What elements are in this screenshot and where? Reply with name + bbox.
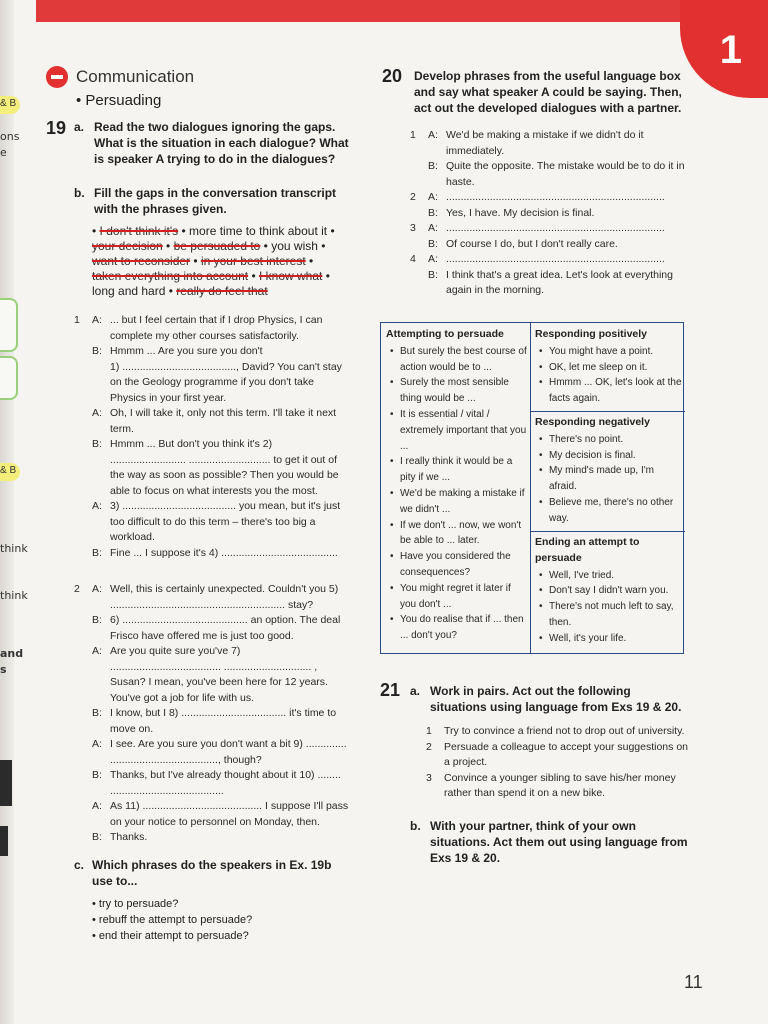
positive-phrase: • You might have a point. [535,344,683,360]
dialogue-line [74,313,350,344]
page-number: 11 [684,972,703,992]
situation-text: Persuade a colleague to accept your suggestions on a project. [444,740,688,768]
speaker: A: [428,129,438,141]
list-item-text: try to persuade? [98,898,179,910]
line-text: Hmmm ... But don't you think it's 2) .......................... ............................ to get it out of the way as soon as possible? Then you would be able to focus on what interests you the most. [110,438,339,497]
speaker: B: [92,546,102,559]
unit-number: 1 [719,28,742,72]
dialogue-line [74,737,350,768]
ex21-situations [426,724,688,802]
bullet: • [92,898,99,910]
line-number [74,499,92,546]
negative-phrase: • Believe me, there's no other way. [535,495,683,527]
useful-language-box [380,322,684,654]
dialogue-line [410,159,690,190]
attempting-phrase: • I really think it would be a pity if we ... [386,454,528,486]
line-number [410,237,428,253]
dialogue-line [410,128,690,159]
exercise-19-number: 19 [46,118,67,138]
dialogue-line [410,206,690,222]
negative-phrase: • There's no point. [535,432,683,448]
line-text: Of course I do, but I don't really care. [446,237,618,250]
attempting-phrase: • But surely the best course of action would be to ... [386,344,528,376]
line-number: 1 [74,314,80,326]
list-item [92,928,352,944]
phrase-bullet: • [317,239,326,253]
phrase-bullet: • [305,254,314,268]
positive-phrase: • Hmmm ... OK, let's look at the facts again. [535,375,683,407]
dialogue-1 [74,313,350,561]
situation-number: 2 [426,740,432,753]
list-item-text: end their attempt to persuade? [98,930,249,942]
line-number [74,360,92,407]
phrase: more time to think about it [189,224,328,238]
phrase-bullet: • [322,269,330,283]
attempting-phrase: • You do realise that if ... then ... don't you? [386,612,528,644]
ending-column [535,535,683,647]
line-number [74,768,92,799]
line-text: I see. Are you sure you don't want a bit 9) .............. ....................................., though? [110,738,347,766]
margin-tab-marker [0,298,18,352]
dialogue-line [74,613,350,644]
line-number [74,437,92,499]
dialogue-line [410,221,690,237]
line-text: I think that's a great idea. Let's look at everything again in the morning. [446,268,673,296]
situation-item [426,771,688,802]
dialogue-line [410,190,690,206]
attempting-phrase: • If we don't ... now, we won't be able to ... later. [386,518,528,550]
line-text: ........................................................................... [446,191,665,203]
positive-column [535,327,683,407]
ex21-b-label: b. [410,819,421,833]
attempting-heading: Attempting to persuade [386,328,504,340]
line-number [74,344,92,360]
list-item [92,912,352,928]
speaker: A: [92,583,102,595]
line-text: Are you quite sure you've 7) ...................................... .............................. , Susan? I mean, you've been here for 12 years. You've got a job for life with us. [110,645,328,704]
dialogue-line [410,237,690,253]
line-text: Quite the opposite. The mistake would be to do it in haste. [446,160,685,188]
situation-item [426,724,688,740]
speaker: A: [92,800,102,812]
speaker: A: [92,407,102,419]
speaker: B: [428,237,438,250]
dialogue-line [74,344,350,360]
margin-fragment: think [0,589,28,602]
ex21-a-label: a. [410,684,421,698]
line-number: 2 [410,191,416,203]
phrase-crossed: taken everything into account [92,269,249,283]
phrase: long and hard [92,284,166,298]
attempting-phrase: • It is essential / vital / extremely important that you ... [386,407,528,454]
speaker: A: [92,314,102,326]
phrase-bullet: • [178,224,190,238]
ending-heading: Ending an attempt to persuade [535,536,640,564]
arrow-circle-icon [46,66,68,88]
box-divider [530,531,685,532]
exercise-20-number: 20 [382,66,403,86]
section-subtitle: • Persuading [76,92,162,109]
positive-phrase: • OK, let me sleep on it. [535,360,683,376]
margin-fragment: think [0,542,28,555]
line-text: Fine ... I suppose it's 4) ........................................ [110,546,338,559]
speaker: B: [92,707,102,719]
dialogue-line [74,768,350,799]
line-text: As 11) ......................................... I suppose I'll pass on your notice to personnel on Monday, then. [110,800,349,828]
line-number [74,613,92,644]
line-text: Thanks. [110,831,148,843]
speaker: B: [92,345,102,357]
speaker: B: [428,206,438,219]
dialogue-line [74,582,350,613]
situation-text: Try to convince a friend not to drop out of university. [444,725,685,737]
ex21-a-instruction: Work in pairs. Act out the following situations using language from Exs 19 & 20. [430,684,682,714]
phrase-bullet: • [92,224,100,238]
dialogue-2 [74,582,350,846]
attempting-phrase: • You might regret it later if you don't ... [386,581,528,613]
margin-bubble: & B [0,96,20,114]
line-text: Well, this is certainly unexpected. Couldn't you 5) ............................................................ stay? [110,583,339,611]
margin-fragment: ons [0,130,20,143]
situation-number: 1 [426,725,432,737]
speaker: B: [92,769,102,781]
negative-phrase: • My mind's made up, I'm afraid. [535,463,683,495]
dialogue-line [74,546,350,562]
line-number: 4 [410,253,416,265]
ex21-b-instruction: With your partner, think of your own situations. Act them out using language from Exs 19 & 20. [430,819,688,865]
line-number [410,206,428,222]
speaker: A: [428,191,438,203]
speaker: B: [428,160,438,172]
line-number [74,406,92,437]
ex19-b-instruction: Fill the gaps in the conversation transcript with the phrases given. [94,186,337,216]
ending-phrase: • Well, it's your life. [535,631,683,647]
line-number [74,546,92,562]
line-number [410,159,428,190]
speaker: B: [92,831,102,843]
dialogue-line [74,644,350,706]
situation-number: 3 [426,771,432,784]
ex20-dialogues [410,128,690,299]
attempting-column [386,327,528,644]
bullet: • [92,914,99,926]
phrase-bullet: • [248,269,259,283]
list-item [92,896,352,912]
phrase-crossed: in your best interest [200,254,306,268]
phrase-crossed: really do feel that [176,284,268,298]
line-number [74,830,92,846]
line-text: Hmmm ... Are you sure you don't [110,345,263,357]
speaker: B: [428,268,438,281]
ex19-a-label: a. [74,120,85,134]
line-number [74,706,92,737]
attempting-phrase: • Have you considered the consequences? [386,549,528,581]
margin-tab-marker [0,356,18,400]
line-number [410,268,428,299]
speaker [92,360,110,407]
speaker: B: [92,438,102,450]
dialogue-line [74,406,350,437]
margin-fragment: s [0,663,7,676]
negative-heading: Responding negatively [535,416,650,428]
speaker: A: [428,222,438,234]
ex19-c-list [92,896,352,944]
speaker: B: [92,614,102,626]
line-text: 3) ....................................... you mean, but it's just too difficult to do this term – there's too big a workload. [110,500,341,543]
speaker: A: [92,645,102,657]
phrase-bullet: • [190,254,201,268]
line-number: 1 [410,129,416,141]
phrase: you wish [271,239,318,253]
line-text: ........................................................................... [446,253,665,265]
phrase-bullet: • [327,224,335,238]
phrase-bullet: • [162,239,174,253]
section-header [46,66,194,88]
situation-text: Convince a younger sibling to save his/her money rather than spend it on a new bike. [444,771,676,799]
ex19-a-instruction: Read the two dialogues ignoring the gaps. What is the situation in each dialogue? What is speaker A trying to do in the dialogues? [94,120,349,166]
situation-item [426,740,688,771]
section-title: Communication [76,67,195,86]
bullet: • [92,930,99,942]
line-number [74,644,92,706]
phrase-crossed: I don't think it's [99,224,179,238]
ending-phrase: • There's not much left to say, then. [535,599,683,631]
negative-phrase: • My decision is final. [535,448,683,464]
dialogue-line [74,830,350,846]
negative-column [535,415,683,527]
margin-bubble: & B [0,463,20,481]
attempting-phrase: • We'd be making a mistake if we didn't ... [386,486,528,518]
ending-phrase: • Don't say I didn't warn you. [535,583,683,599]
box-divider [530,411,685,412]
margin-dark-bar [0,760,12,806]
list-item-text: rebuff the attempt to persuade? [98,914,253,926]
line-number: 2 [74,583,80,595]
phrase-crossed: want to reconsider [92,254,191,268]
exercise-21-number: 21 [380,680,401,700]
line-text: ... but I feel certain that if I drop Physics, I can complete my other courses satisfactorily. [110,314,323,342]
ex20-instruction: Develop phrases from the useful language box and say what speaker A could be saying. Then, act out the developed dialogues with a partner. [414,69,682,115]
line-text: 1) ......................................., David? You can't stay on the Geology programme if you don't take Physics in your first year. [110,360,342,404]
ending-phrase: • Well, I've tried. [535,568,683,584]
attempting-phrase: • Surely the most sensible thing would be ... [386,375,528,407]
margin-fragment: e [0,146,7,159]
ex19-c-label: c. [74,858,85,872]
dialogue-line [74,360,350,407]
positive-heading: Responding positively [535,328,648,340]
dialogue-line [410,268,690,299]
dialogue-line [74,437,350,499]
unit-tab [680,0,768,98]
margin-fragment: and [0,647,24,660]
line-number [74,737,92,768]
speaker: A: [428,253,438,265]
box-divider [530,323,531,653]
line-number: 3 [410,222,416,234]
ex19-b-label: b. [74,186,85,200]
phrase-box [92,224,342,299]
dialogue-line [410,252,690,268]
phrase-bullet: • [260,239,272,253]
dialogue-line [74,706,350,737]
line-text: 6) ........................................... an option. The deal Frisco have offered me is just too good. [110,614,341,642]
top-red-bar [36,0,768,22]
dialogue-line [74,499,350,546]
speaker: A: [92,738,102,750]
line-number [74,799,92,830]
margin-dark-bar [0,826,8,856]
phrase-crossed: I know what [258,269,323,283]
line-text: Yes, I have. My decision is final. [446,206,595,219]
phrase-bullet: • [165,284,177,298]
line-text: Thanks, but I've already thought about it 10) ........ ....................................... [110,769,341,797]
line-text: ........................................................................... [446,222,665,234]
line-text: We'd be making a mistake if we didn't do it immediately. [446,129,644,157]
ex19-c-instruction: Which phrases do the speakers in Ex. 19b use to... [92,858,332,888]
speaker: A: [92,500,102,512]
phrase-crossed: your decision [92,239,163,253]
line-text: I know, but I 8) .................................... it's time to move on. [110,707,337,735]
line-text: Oh, I will take it, only not this term. I'll take it next term. [110,407,337,435]
dialogue-line [74,799,350,830]
phrase-crossed: be persuaded to [173,239,261,253]
